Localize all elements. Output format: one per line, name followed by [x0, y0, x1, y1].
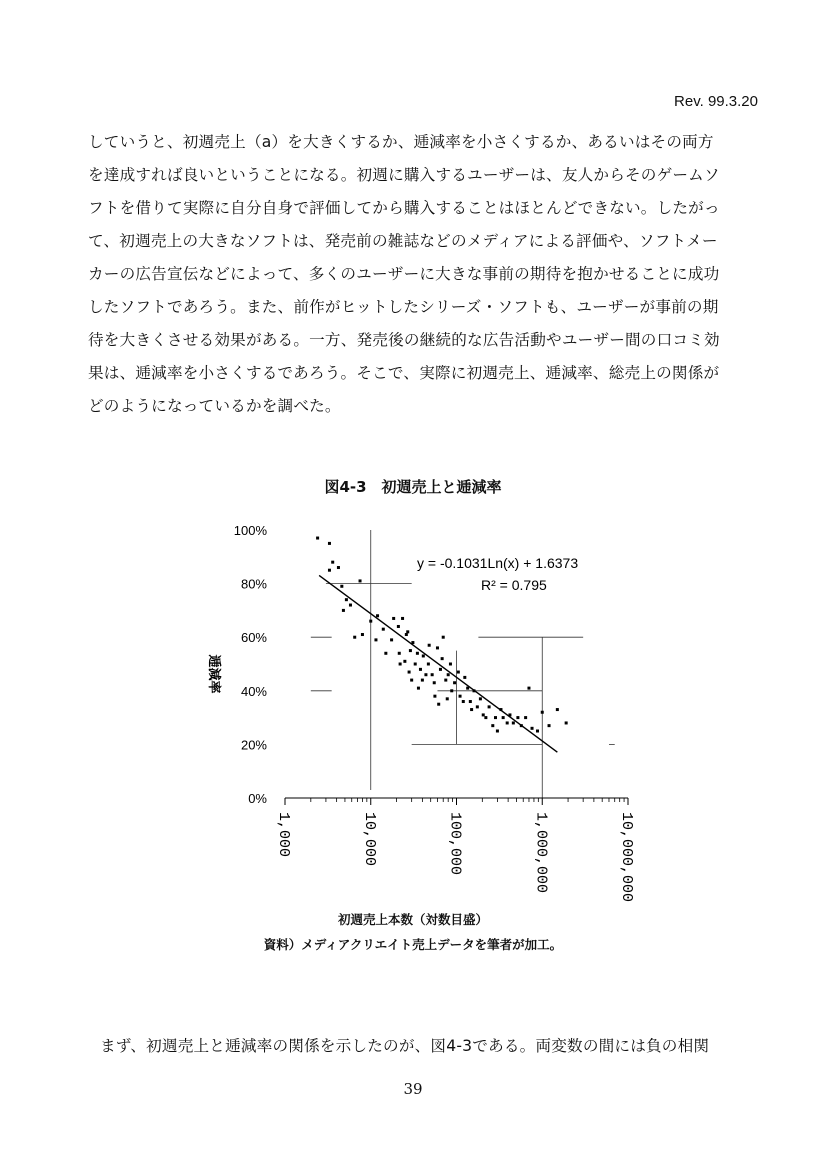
data-point	[414, 663, 417, 666]
data-point	[453, 681, 456, 684]
y-tick-label: 80%	[240, 576, 267, 592]
y-tick-label: 100%	[233, 523, 267, 538]
data-point	[444, 679, 447, 682]
data-point	[556, 708, 559, 711]
data-point	[463, 676, 466, 679]
data-point	[337, 566, 340, 569]
figure-title: 図4-3 初週売上と逓減率	[324, 478, 502, 496]
data-point	[491, 724, 494, 727]
data-point	[536, 730, 539, 733]
data-point	[459, 695, 462, 698]
data-point	[399, 663, 402, 666]
data-point	[345, 598, 348, 601]
data-point	[374, 638, 377, 641]
data-point	[390, 638, 393, 641]
x-axis-label: 初週売上本数（対数目盛）	[337, 912, 488, 927]
data-point	[433, 695, 436, 698]
data-point	[328, 542, 331, 545]
data-point	[447, 673, 450, 676]
data-point	[502, 716, 505, 719]
data-point	[439, 668, 442, 671]
paragraph-line: どのようになっているかを調べた。	[88, 397, 341, 415]
data-point	[359, 579, 362, 582]
data-point	[376, 614, 379, 617]
data-point	[408, 671, 411, 674]
data-point	[494, 716, 497, 719]
data-point	[384, 652, 387, 655]
trendline-r2: R² = 0.795	[481, 577, 547, 593]
data-point	[331, 561, 334, 564]
data-point	[457, 671, 460, 674]
paragraph-line: カーの広告宣伝などによって、多くのユーザーに大きな事前の期待を抱かせることに成功	[88, 265, 720, 283]
data-point	[462, 700, 465, 703]
y-tick-label: 0%	[248, 791, 267, 806]
data-point	[428, 644, 431, 647]
data-point	[342, 609, 345, 612]
body-paragraph	[88, 126, 760, 423]
data-point	[405, 633, 408, 636]
data-point	[442, 636, 445, 639]
data-point	[397, 625, 400, 628]
data-point	[382, 628, 385, 631]
data-point	[516, 716, 519, 719]
revision-label: Rev. 99.3.20	[674, 93, 758, 110]
data-point	[479, 697, 482, 700]
data-point	[531, 727, 534, 730]
data-point	[512, 721, 515, 724]
data-point	[398, 652, 401, 655]
data-point	[328, 569, 331, 572]
plot-area	[234, 523, 635, 902]
data-point	[392, 617, 395, 620]
data-point	[353, 636, 356, 639]
data-point	[361, 633, 364, 636]
data-point	[410, 679, 413, 682]
data-point	[484, 716, 487, 719]
data-point	[496, 730, 499, 733]
data-point	[488, 705, 491, 708]
data-point	[416, 652, 419, 655]
paragraph-line: したソフトであろう。また、前作がヒットしたシリーズ・ソフトも、ユーザーが事前の期	[88, 298, 719, 316]
y-axis-label: 逓減率	[206, 654, 221, 694]
data-point	[421, 679, 424, 682]
data-point	[476, 705, 479, 708]
data-point	[403, 660, 406, 663]
scatter-chart	[180, 512, 660, 902]
x-tick-label: 1,000,000	[532, 812, 550, 894]
data-point	[409, 649, 412, 652]
paragraph-line: を達成すれば良いということになる。初週に購入するユーザーは、友人からそのゲームソ	[88, 166, 720, 184]
data-point	[316, 537, 319, 540]
data-point	[446, 697, 449, 700]
data-point	[424, 673, 427, 676]
y-tick-label: 20%	[240, 737, 267, 753]
data-point	[340, 585, 343, 588]
data-point	[419, 668, 422, 671]
data-point	[470, 708, 473, 711]
data-point	[437, 703, 440, 706]
data-point	[541, 711, 544, 714]
y-tick-label: 60%	[240, 630, 267, 646]
data-point	[427, 663, 430, 666]
data-point	[422, 654, 425, 657]
trendline	[319, 575, 557, 752]
source-note: 資料）メディアクリエイト売上データを筆者が加工。	[263, 937, 563, 952]
paragraph-line: フトを借りて実際に自分自身で評価してから購入することはほとんどできない。したがっ	[88, 199, 720, 217]
x-tick-label: 1,000	[275, 812, 292, 858]
page-number: 39	[403, 1080, 423, 1098]
paragraph-line: 果は、逓減率を小さくするであろう。そこで、実際に初週売上、逓減率、総売上の関係が	[88, 364, 720, 382]
data-point	[506, 721, 509, 724]
y-tick-label: 40%	[240, 683, 267, 699]
x-tick-label: 10,000,000	[618, 812, 635, 902]
data-point	[431, 673, 434, 676]
data-point	[449, 663, 452, 666]
paragraph-line: 待を大きくさせる効果がある。一方、発売後の継続的な広告活動やユーザー間の口コミ効	[88, 331, 720, 349]
data-point	[482, 713, 485, 716]
continuation-line: まず、初週売上と逓減率の関係を示したのが、図4-3である。両変数の間には負の相関	[100, 1037, 710, 1055]
data-point	[406, 630, 409, 633]
data-point	[349, 604, 352, 607]
data-point	[436, 646, 439, 649]
data-point	[401, 617, 404, 620]
data-point	[524, 716, 527, 719]
data-point	[548, 724, 551, 727]
data-point	[433, 681, 436, 684]
data-point	[417, 687, 420, 690]
data-point	[369, 620, 372, 623]
data-point	[450, 689, 453, 692]
paragraph-line: て、初週売上の大きなソフトは、発売前の雑誌などのメディアによる評価や、ソフトメー	[88, 232, 718, 250]
data-point	[469, 700, 472, 703]
trendline-equation: y = -0.1031Ln(x) + 1.6373	[417, 555, 579, 571]
x-tick-label: 100,000	[446, 812, 464, 876]
x-tick-label: 10,000	[360, 812, 378, 867]
data-point	[565, 721, 568, 724]
data-point	[441, 657, 444, 660]
paragraph-line: していうと、初週売上（a）を大きくするか、逓減率を小さくするか、あるいはその両方	[88, 133, 714, 151]
data-point	[527, 687, 530, 690]
